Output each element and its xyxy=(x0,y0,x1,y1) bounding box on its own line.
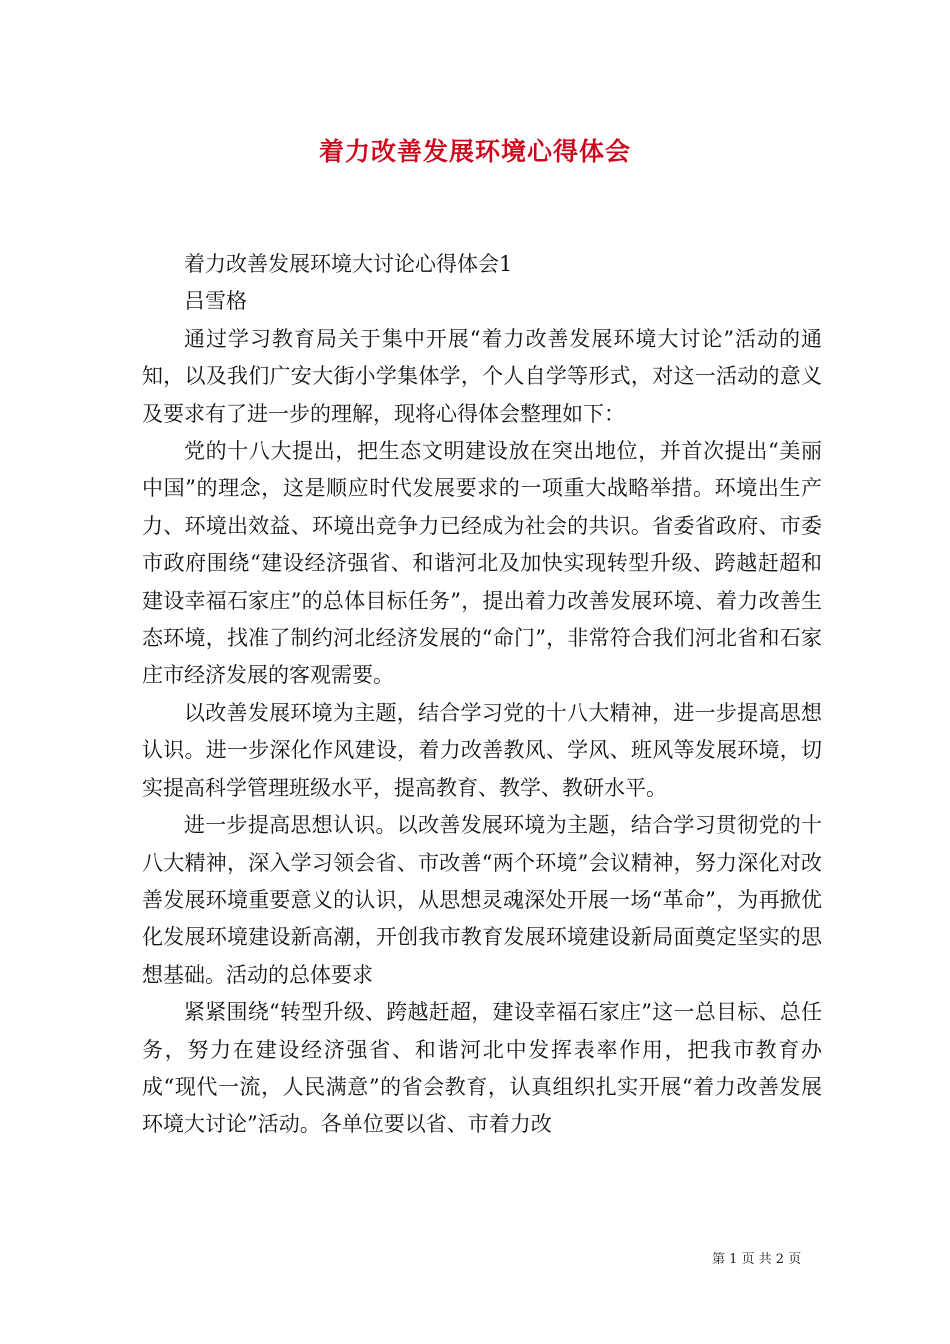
paragraph: 紧紧围绕“转型升级、跨越赶超，建设幸福石家庄”这一总目标、总任务，努力在建设经济强省、和谐河北中发挥表率作用，把我市教育办成“现代一流，人民满意”的省会教育，认真组织扎实开展“着力改善发展环境大讨论”活动。各单位要以省、市着力改 xyxy=(142,1000,822,1137)
document-body xyxy=(142,246,822,1144)
paragraph-author: 吕雪格 xyxy=(184,289,247,314)
page-footer: 第 1 页 共 2 页 xyxy=(712,1252,802,1267)
paragraph: 进一步提高思想认识。以改善发展环境为主题，结合学习贯彻党的十八大精神，深入学习领会省、市改善“两个环境”会议精神，努力深化对改善发展环境重要意义的认识，从思想灵魂深处开展一场“革命”，为再掀优化发展环境建设新高潮，开创我市教育发展环境建设新局面奠定坚实的思想基础。活动的总体要求 xyxy=(142,813,822,987)
document-title: 着力改善发展环境心得体会 xyxy=(318,137,631,166)
paragraph: 以改善发展环境为主题，结合学习党的十八大精神，进一步提高思想认识。进一步深化作风建设，着力改善教风、学风、班风等发展环境，切实提高科学管理班级水平，提高教育、教学、教研水平。 xyxy=(142,700,822,800)
paragraph: 通过学习教育局关于集中开展“着力改善发展环境大讨论”活动的通知，以及我们广安大街小学集体学，个人自学等形式，对这一活动的意义及要求有了进一步的理解，现将心得体会整理如下： xyxy=(142,326,822,426)
paragraph-subtitle: 着力改善发展环境大讨论心得体会1 xyxy=(184,252,513,276)
paragraph: 党的十八大提出，把生态文明建设放在突出地位，并首次提出“美丽中国”的理念，这是顺应时代发展要求的一项重大战略举措。环境出生产力、环境出效益、环境出竞争力已经成为社会的共识。省委省政府、市委市政府围绕“建设经济强省、和谐河北及加快实现转型升级、跨越赶超和建设幸福石家庄”的总体目标任务”，提出着力改善发展环境、着力改善生态环境，找准了制约河北经济发展的“命门”，非常符合我们河北省和石家庄市经济发展的客观需要。 xyxy=(142,439,822,688)
